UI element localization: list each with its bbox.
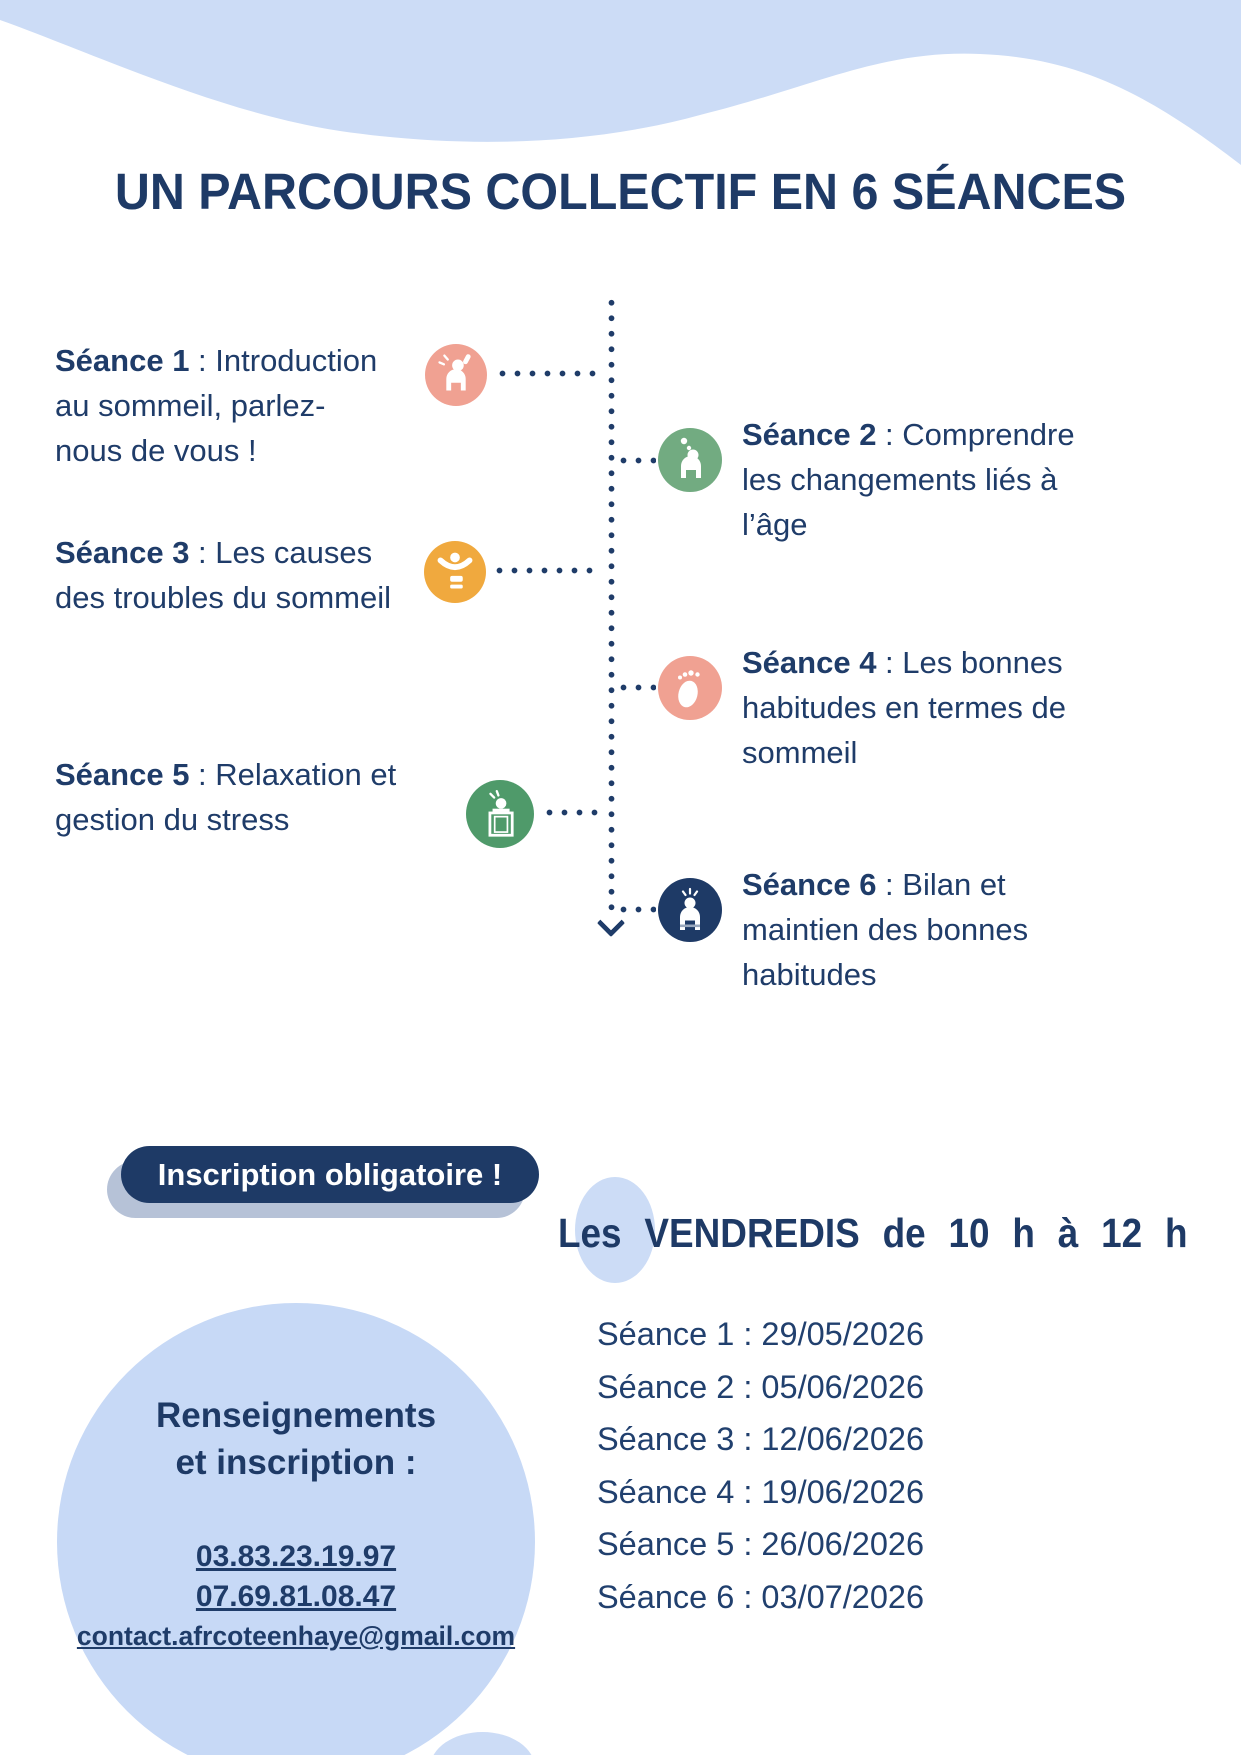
session-3-title: Séance 3	[55, 535, 190, 570]
session-1-connector	[495, 370, 600, 377]
session-5-text	[55, 752, 455, 842]
session-4-text	[742, 640, 1142, 775]
relaxation-diffuser-icon	[466, 780, 534, 848]
timeline-arrow-icon	[597, 909, 625, 937]
session-5-title: Séance 5	[55, 757, 190, 792]
registration-badge: Inscription obligatoire !	[121, 1146, 539, 1203]
session-5-desc-line: gestion du stress	[55, 802, 290, 837]
session-3-connector	[492, 567, 600, 574]
session-2-desc-line: les changements liés à	[742, 462, 1058, 497]
session-1-desc-line: au sommeil, parlez-	[55, 388, 326, 423]
contact-details	[57, 1537, 535, 1655]
session-3-desc-line: des troubles du sommeil	[55, 580, 391, 615]
contact-heading-line: et inscription :	[175, 1443, 417, 1482]
session-4-desc-line: sommeil	[742, 735, 858, 770]
session-4-desc-line: habitudes en termes de	[742, 690, 1066, 725]
date-item: Séance 3 : 12/06/2026	[597, 1421, 925, 1457]
cheering-person-icon	[424, 541, 486, 603]
session-6-desc: : Bilan et	[876, 867, 1006, 902]
session-4-title: Séance 4	[742, 645, 877, 680]
date-item: Séance 6 : 03/07/2026	[597, 1578, 925, 1615]
session-4-connector	[616, 684, 656, 691]
contact-info-circle	[57, 1303, 535, 1755]
timeline-dotted-line	[608, 295, 615, 917]
session-2-desc-line: l’âge	[742, 507, 808, 542]
session-2-title: Séance 2	[742, 417, 877, 452]
top-wave-decoration	[0, 0, 1241, 170]
contact-heading-line: Renseignements	[155, 1396, 437, 1435]
date-item: Séance 5 : 26/06/2026	[597, 1526, 925, 1562]
session-2-text	[742, 412, 1142, 547]
page-title: UN PARCOURS COLLECTIF EN 6 SÉANCES	[114, 163, 1127, 220]
waving-person-icon	[425, 344, 487, 406]
date-item: Séance 2 : 05/06/2026	[597, 1368, 925, 1405]
session-1-text	[55, 338, 445, 473]
session-2-desc: : Comprendre	[876, 417, 1075, 452]
session-3-text	[55, 530, 445, 620]
contact-heading	[57, 1392, 535, 1486]
date-item: Séance 1 : 29/05/2026	[597, 1316, 925, 1352]
session-1-title: Séance 1	[55, 343, 190, 378]
idea-person-icon	[658, 878, 722, 942]
session-3-desc: : Les causes	[189, 535, 373, 570]
email-address[interactable]: contact.afrcoteenhaye@gmail.com	[76, 1621, 516, 1651]
schedule-dates	[597, 1308, 924, 1623]
session-5-connector	[542, 809, 602, 816]
session-5-desc: : Relaxation et	[189, 757, 397, 792]
session-6-title: Séance 6	[742, 867, 877, 902]
phone-number[interactable]: 07.69.81.08.47	[195, 1580, 397, 1613]
session-6-text	[742, 862, 1142, 997]
session-6-desc-line: habitudes	[742, 957, 877, 992]
bottom-accent-circle	[430, 1732, 535, 1755]
session-2-connector	[616, 457, 656, 464]
schedule-heading: Les VENDREDIS de 10 h à 12 h	[558, 1210, 1188, 1256]
date-item: Séance 4 : 19/06/2026	[597, 1473, 925, 1510]
session-6-desc-line: maintien des bonnes	[742, 912, 1029, 947]
phone-number[interactable]: 03.83.23.19.97	[195, 1540, 397, 1573]
session-1-desc-line: nous de vous !	[55, 433, 257, 468]
footprint-icon	[658, 656, 722, 720]
session-1-desc: : Introduction	[189, 343, 378, 378]
thinking-person-icon	[658, 428, 722, 492]
session-6-connector	[616, 906, 656, 913]
session-4-desc: : Les bonnes	[876, 645, 1063, 680]
